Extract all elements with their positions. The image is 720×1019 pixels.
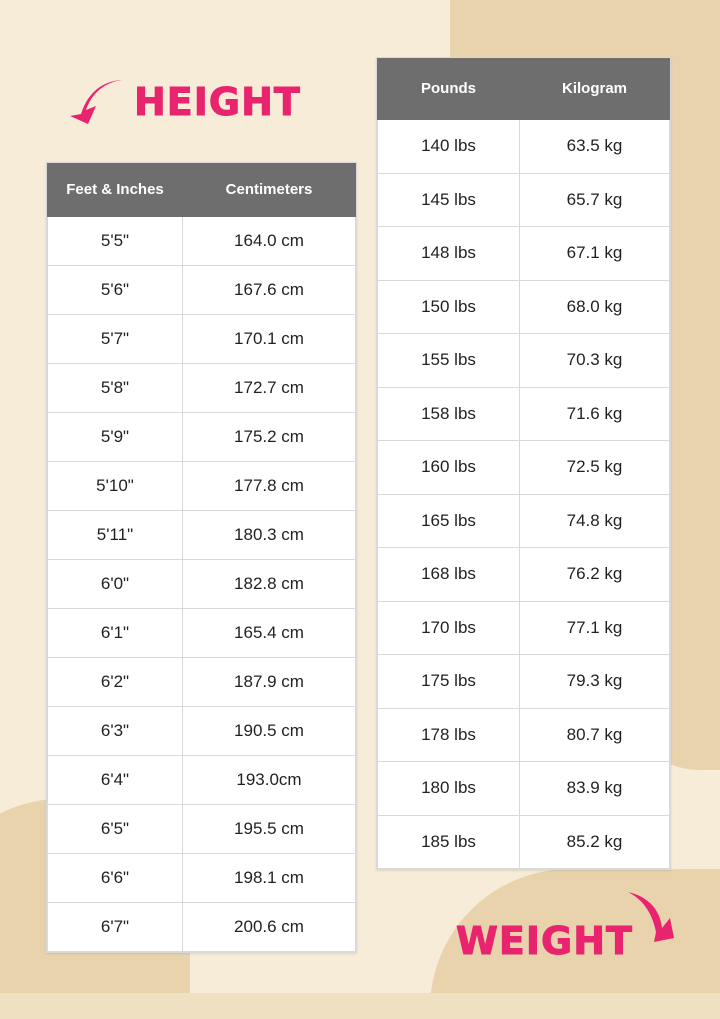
table-row xyxy=(48,413,356,462)
column-header-kilogram: Kilogram xyxy=(520,59,670,120)
cell-pounds: 145 lbs xyxy=(378,173,520,227)
cell-centimeters: 200.6 cm xyxy=(183,903,356,952)
cell-feet-inches: 6'7" xyxy=(48,903,183,952)
cell-pounds: 150 lbs xyxy=(378,280,520,334)
table-row xyxy=(378,655,670,709)
cell-pounds: 170 lbs xyxy=(378,601,520,655)
table-row xyxy=(378,227,670,281)
decorative-bottom-strip xyxy=(0,993,720,1019)
cell-centimeters: 195.5 cm xyxy=(183,805,356,854)
cell-kilogram: 72.5 kg xyxy=(520,441,670,495)
cell-centimeters: 190.5 cm xyxy=(183,707,356,756)
cell-centimeters: 167.6 cm xyxy=(183,266,356,315)
table-row xyxy=(378,120,670,174)
column-header-feet-inches: Feet & Inches xyxy=(48,164,183,217)
cell-feet-inches: 5'8" xyxy=(48,364,183,413)
cell-kilogram: 79.3 kg xyxy=(520,655,670,709)
table-header-row xyxy=(48,164,356,217)
cell-pounds: 155 lbs xyxy=(378,334,520,388)
cell-kilogram: 76.2 kg xyxy=(520,548,670,602)
table-row xyxy=(378,280,670,334)
cell-feet-inches: 5'11" xyxy=(48,511,183,560)
cell-kilogram: 80.7 kg xyxy=(520,708,670,762)
table-row xyxy=(48,217,356,266)
cell-centimeters: 172.7 cm xyxy=(183,364,356,413)
table-row xyxy=(378,815,670,869)
cell-feet-inches: 6'1" xyxy=(48,609,183,658)
cell-feet-inches: 6'2" xyxy=(48,658,183,707)
cell-centimeters: 182.8 cm xyxy=(183,560,356,609)
cell-feet-inches: 6'4" xyxy=(48,756,183,805)
table-row xyxy=(378,387,670,441)
weight-section-title: WEIGHT xyxy=(456,919,633,963)
cell-centimeters: 165.4 cm xyxy=(183,609,356,658)
cell-feet-inches: 5'9" xyxy=(48,413,183,462)
table-row xyxy=(48,903,356,952)
cell-centimeters: 187.9 cm xyxy=(183,658,356,707)
table-row xyxy=(48,805,356,854)
table-row xyxy=(378,173,670,227)
cell-feet-inches: 6'5" xyxy=(48,805,183,854)
table-row xyxy=(378,334,670,388)
weight-conversion-table xyxy=(377,58,670,869)
cell-pounds: 148 lbs xyxy=(378,227,520,281)
cell-centimeters: 175.2 cm xyxy=(183,413,356,462)
column-header-pounds: Pounds xyxy=(378,59,520,120)
table-row xyxy=(378,708,670,762)
cell-feet-inches: 6'6" xyxy=(48,854,183,903)
cell-pounds: 175 lbs xyxy=(378,655,520,709)
cell-feet-inches: 5'5" xyxy=(48,217,183,266)
cell-kilogram: 67.1 kg xyxy=(520,227,670,281)
table-row xyxy=(378,762,670,816)
cell-feet-inches: 5'6" xyxy=(48,266,183,315)
cell-pounds: 178 lbs xyxy=(378,708,520,762)
table-row xyxy=(48,609,356,658)
table-header-row xyxy=(378,59,670,120)
cell-pounds: 140 lbs xyxy=(378,120,520,174)
cell-centimeters: 193.0cm xyxy=(183,756,356,805)
cell-pounds: 165 lbs xyxy=(378,494,520,548)
cell-pounds: 160 lbs xyxy=(378,441,520,495)
table-row xyxy=(48,854,356,903)
cell-pounds: 158 lbs xyxy=(378,387,520,441)
table-row xyxy=(48,511,356,560)
cell-kilogram: 65.7 kg xyxy=(520,173,670,227)
cell-kilogram: 68.0 kg xyxy=(520,280,670,334)
cell-feet-inches: 6'3" xyxy=(48,707,183,756)
cell-centimeters: 170.1 cm xyxy=(183,315,356,364)
height-section-title: HEIGHT xyxy=(134,80,301,124)
table-row xyxy=(48,266,356,315)
cell-centimeters: 177.8 cm xyxy=(183,462,356,511)
cell-centimeters: 198.1 cm xyxy=(183,854,356,903)
cell-feet-inches: 6'0" xyxy=(48,560,183,609)
cell-centimeters: 164.0 cm xyxy=(183,217,356,266)
column-header-centimeters: Centimeters xyxy=(183,164,356,217)
height-conversion-table xyxy=(47,163,356,952)
cell-kilogram: 74.8 kg xyxy=(520,494,670,548)
table-row xyxy=(378,601,670,655)
cell-centimeters: 180.3 cm xyxy=(183,511,356,560)
cell-kilogram: 85.2 kg xyxy=(520,815,670,869)
cell-feet-inches: 5'10" xyxy=(48,462,183,511)
cell-kilogram: 71.6 kg xyxy=(520,387,670,441)
curved-arrow-icon-height xyxy=(66,76,128,138)
height-table-container xyxy=(46,162,357,953)
cell-kilogram: 83.9 kg xyxy=(520,762,670,816)
cell-feet-inches: 5'7" xyxy=(48,315,183,364)
table-row xyxy=(48,756,356,805)
table-row xyxy=(48,707,356,756)
table-row xyxy=(48,462,356,511)
table-row xyxy=(378,441,670,495)
table-row xyxy=(48,364,356,413)
weight-table-container xyxy=(376,57,671,870)
table-row xyxy=(48,560,356,609)
table-row xyxy=(378,548,670,602)
cell-pounds: 180 lbs xyxy=(378,762,520,816)
cell-pounds: 168 lbs xyxy=(378,548,520,602)
table-row xyxy=(48,658,356,707)
table-row xyxy=(378,494,670,548)
cell-kilogram: 63.5 kg xyxy=(520,120,670,174)
table-row xyxy=(48,315,356,364)
cell-kilogram: 70.3 kg xyxy=(520,334,670,388)
cell-kilogram: 77.1 kg xyxy=(520,601,670,655)
cell-pounds: 185 lbs xyxy=(378,815,520,869)
